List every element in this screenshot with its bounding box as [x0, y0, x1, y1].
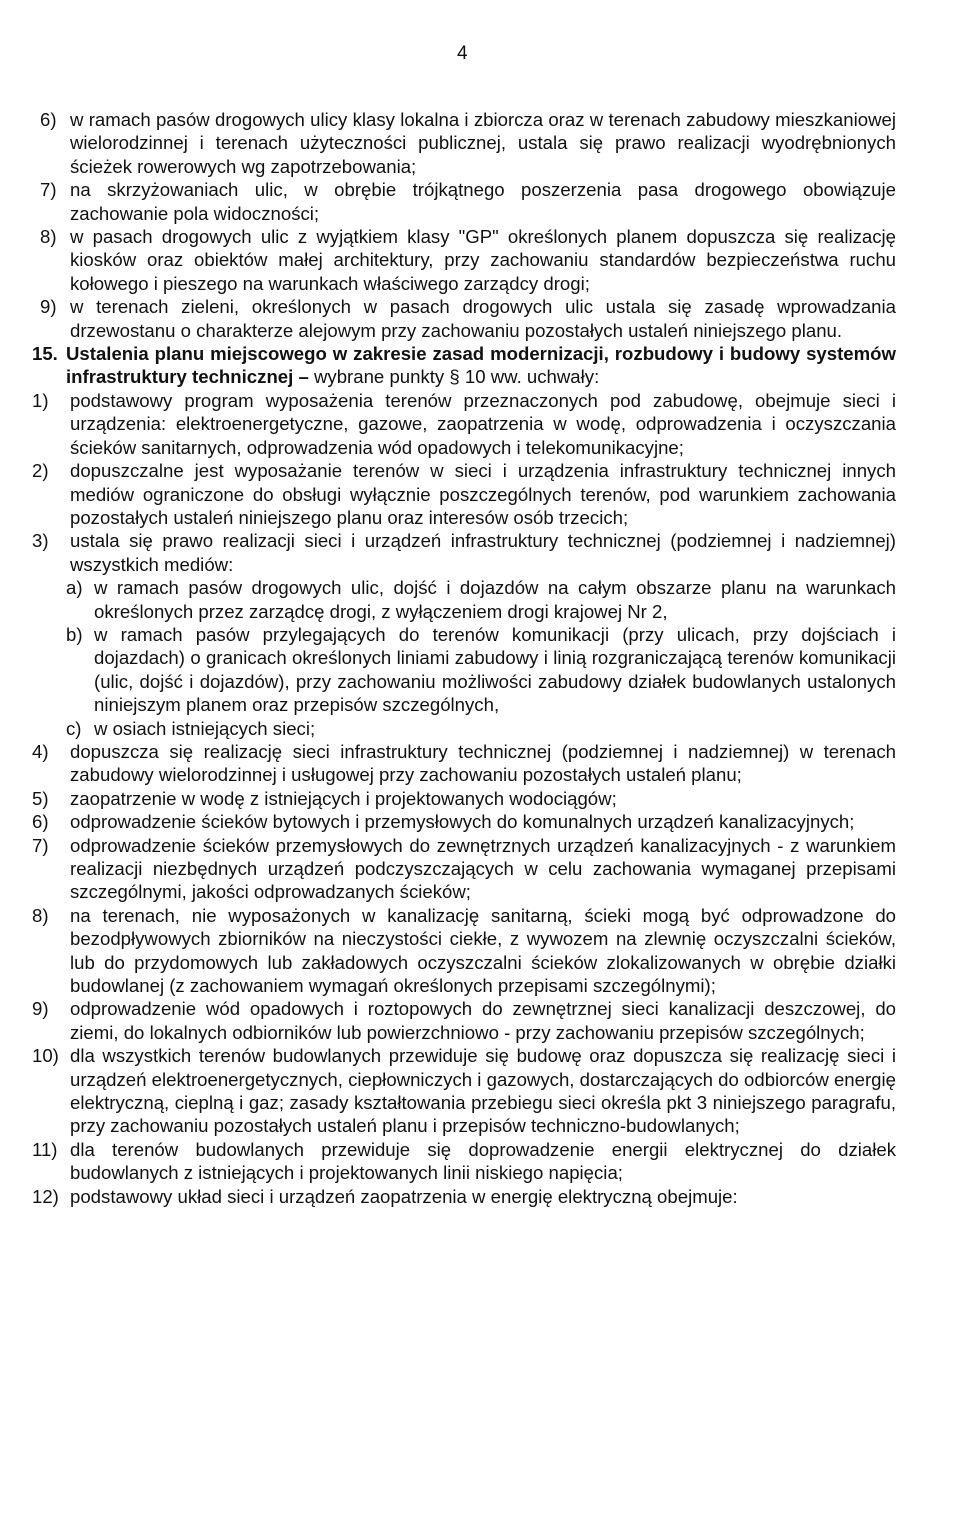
list-item	[32, 787, 896, 810]
section-number: 15.	[32, 343, 58, 365]
section-rest-text: wybrane punkty § 10 ww. uchwały:	[308, 366, 600, 388]
sub-list-item	[32, 576, 896, 623]
sub-item-text: w ramach pasów drogowych ulic, dojść i dojazdów na całym obszarze planu na warunkach określonych przez zarządcę drogi, z wyłączeniem drogi krajowej Nr 2,	[94, 577, 896, 622]
item-number: 10)	[32, 1045, 59, 1067]
list-item	[32, 810, 896, 833]
item-number: 9)	[40, 296, 57, 318]
list-item	[32, 225, 896, 295]
item-number: 7)	[32, 834, 49, 856]
list-item	[32, 1044, 896, 1138]
sub-list-item	[32, 623, 896, 717]
list-item	[32, 389, 896, 459]
page-number: 4	[457, 43, 468, 64]
item-number: 4)	[32, 740, 49, 762]
item-number: 3)	[32, 530, 49, 552]
list-item	[32, 295, 896, 342]
section-bold-text: Ustalenia planu miejscowego w zakresie zasad modernizacji, rozbudowy i budowy systemów infrastruktury technicznej –	[66, 343, 896, 388]
item-number: 9)	[32, 998, 49, 1020]
section-text	[66, 342, 896, 389]
item-text: odprowadzenie ścieków bytowych i przemysłowych do komunalnych urządzeń kanalizacyjnych;	[70, 811, 855, 833]
list-item	[32, 834, 896, 904]
sub-item-letter: a)	[66, 577, 83, 599]
item-text: na skrzyżowaniach ulic, w obrębie trójkątnego poszerzenia pasa drogowego obowiązuje zachowanie pola widoczności;	[70, 179, 896, 224]
sub-item-letter: c)	[66, 717, 82, 739]
list-item	[32, 529, 896, 576]
item-text: dopuszczalne jest wyposażanie terenów w sieci i urządzenia infrastruktury technicznej innych mediów ograniczone do obsługi wyłącznie poszczególnych terenów, pod warunkiem zachowania pozostałych ustaleń niniejszego planu oraz interesów osób trzecich;	[70, 460, 896, 528]
item-number: 12)	[32, 1185, 59, 1207]
item-text: na terenach, nie wyposażonych w kanalizację sanitarną, ścieki mogą być odprowadzone do bezodpływowych zbiorników na nieczystości ciekłe, z wywozem na zlewnię oczyszczalni ścieków, lub do przydomowych lub zakładowych oczyszczalni ścieków zlokalizowanych w obrębie działki budowlanej (z zachowaniem wymagań określonych przepisami szczególnymi);	[70, 904, 896, 997]
item-text: w ramach pasów drogowych ulicy klasy lokalna i zbiorcza oraz w terenach zabudowy mieszkaniowej wielorodzinnej i terenach użyteczności publicznej, ustala się prawo realizacji wyodrębnionych ścieżek rowerowych wg zapotrzebowania;	[70, 109, 896, 177]
item-text: w pasach drogowych ulic z wyjątkiem klasy "GP" określonych planem dopuszcza się realizację kiosków oraz obiektów małej architektury, przy zachowaniu standardów bezpieczeństwa ruchu kołowego i pieszego na warunkach właściwego zarządcy drogi;	[70, 226, 896, 294]
item-text: podstawowy program wyposażenia terenów przeznaczonych pod zabudowę, obejmuje sieci i urządzenia: elektroenergetyczne, gazowe, zaopatrzenia w wodę, odprowadzenia i oczyszczania ścieków sanitarnych, odprowadzenia wód opadowych i telekomunikacyjne;	[70, 389, 896, 458]
item-number: 5)	[32, 787, 49, 809]
item-text: zaopatrzenie w wodę z istniejących i projektowanych wodociągów;	[70, 787, 617, 809]
list-item	[32, 108, 896, 178]
item-text: dla wszystkich terenów budowlanych przewiduje się budowę oraz dopuszcza się realizację sieci i urządzeń elektroenergetycznych, ciepłowniczych i gazowych, dostarczających do odbiorców energię elektryczną, cieplną i gaz; zasady kształtowania przebiegu sieci określa pkt 3 niniejszego paragrafu, przy zachowaniu pozostałych ustaleń planu i przepisów techniczno-budowlanych;	[70, 1045, 896, 1137]
sub-item-text: w osiach istniejących sieci;	[94, 717, 316, 739]
list-item	[32, 997, 896, 1044]
item-text: w terenach zieleni, określonych w pasach drogowych ulic ustala się zasadę wprowadzania drzewostanu o charakterze alejowym przy zachowaniu pozostałych ustaleń niniejszego planu.	[70, 296, 896, 341]
item-text: odprowadzenie ścieków przemysłowych do zewnętrznych urządzeń kanalizacyjnych - z warunkiem realizacji niezbędnych urządzeń podczyszczających w celu zachowania wymaganej przepisami szczególnymi, jakości odprowadzanych ścieków;	[70, 834, 896, 903]
item-number: 2)	[32, 460, 49, 482]
item-number: 1)	[32, 389, 49, 411]
section-heading	[32, 342, 896, 389]
sub-item-text: w ramach pasów przylegających do terenów komunikacji (przy ulicach, przy dojściach i dojazdach) o granicach określonych liniami zabudowy i linią rozgraniczającą terenów komunikacji (ulic, dojść i dojazdów), przy zachowaniu możliwości zabudowy działek budowlanych ustalonych niniejszym planem oraz przepisów szczególnych,	[94, 623, 896, 716]
list-item	[32, 1138, 896, 1185]
sub-list-item	[32, 717, 896, 740]
item-number: 8)	[32, 904, 49, 926]
sub-item-letter: b)	[66, 623, 83, 645]
item-text: ustala się prawo realizacji sieci i urządzeń infrastruktury technicznej (podziemnej i nadziemnej) wszystkich mediów:	[70, 530, 896, 575]
list-item	[32, 178, 896, 225]
document-body	[32, 108, 896, 1208]
item-number: 8)	[40, 226, 57, 248]
item-number: 11)	[32, 1138, 58, 1160]
item-number: 6)	[32, 811, 49, 833]
item-number: 6)	[40, 109, 57, 130]
item-number: 7)	[40, 179, 57, 201]
item-text: odprowadzenie wód opadowych i roztopowych do zewnętrznej sieci kanalizacji deszczowej, do ziemi, do lokalnych odbiorników lub powierzchniowo - przy zachowaniu przepisów szczególnych;	[70, 998, 896, 1043]
item-text: dopuszcza się realizację sieci infrastruktury technicznej (podziemnej i nadziemnej) w terenach zabudowy wielorodzinnej i usługowej przy zachowaniu pozostałych ustaleń planu;	[70, 740, 896, 786]
list-item	[32, 740, 896, 787]
list-item	[32, 904, 896, 998]
item-text: podstawowy układ sieci i urządzeń zaopatrzenia w energię elektryczną obejmuje:	[70, 1185, 738, 1207]
list-item	[32, 459, 896, 529]
item-text: dla terenów budowlanych przewiduje się doprowadzenie energii elektrycznej do działek budowlanych z istniejących i projektowanych linii niskiego napięcia;	[70, 1138, 896, 1184]
list-item	[32, 1185, 896, 1208]
